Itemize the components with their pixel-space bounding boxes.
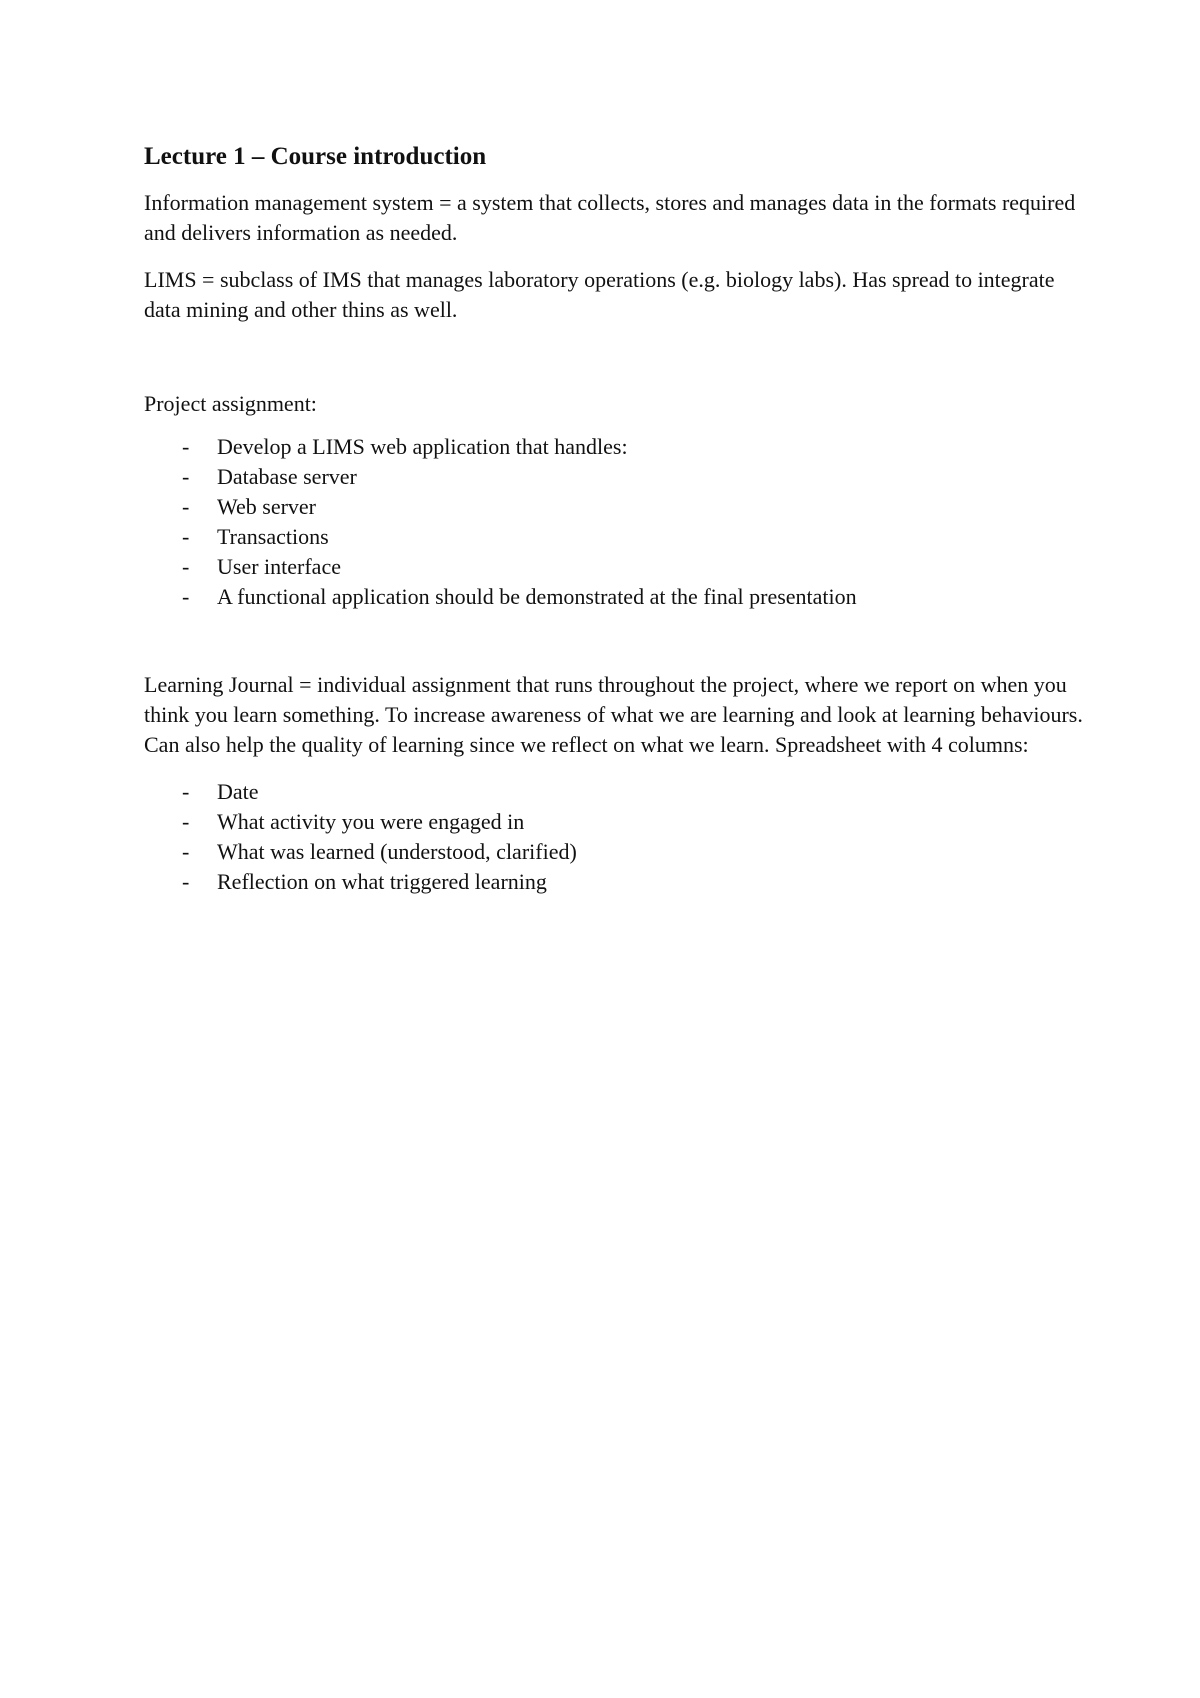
list-item-text: What was learned (understood, clarified) <box>217 839 577 864</box>
learning-journal-paragraph: Learning Journal = individual assignment that runs throughout the project, where we report on when you think you learn something. To increase awareness of what we are learning and look at learning behaviours. Can also help the quality of learning since we reflect on what we learn. Spreadsheet with 4 columns: <box>144 672 1083 757</box>
dash-marker: - <box>182 494 190 519</box>
list-item <box>144 807 1084 837</box>
list-item-text: Develop a LIMS web application that handles: <box>217 434 628 459</box>
document-content <box>144 140 1084 897</box>
dash-marker: - <box>182 809 190 834</box>
list-item <box>144 582 1084 612</box>
list-item-text: Date <box>217 779 259 804</box>
section-spacer <box>144 342 1084 389</box>
project-assignment-list <box>144 432 1084 612</box>
section-spacer <box>144 612 1084 670</box>
list-item-text: What activity you were engaged in <box>217 809 525 834</box>
lims-definition-paragraph: LIMS = subclass of IMS that manages laboratory operations (e.g. biology labs). Has spread to integrate data mining and other thins as well. <box>144 267 1055 322</box>
list-item-text: Database server <box>217 464 357 489</box>
dash-marker: - <box>182 434 190 459</box>
list-item <box>144 552 1084 582</box>
project-assignment-label: Project assignment: <box>144 391 317 416</box>
list-item-text: User interface <box>217 554 341 579</box>
list-item <box>144 837 1084 867</box>
list-item-text: A functional application should be demonstrated at the final presentation <box>217 584 857 609</box>
dash-marker: - <box>182 464 190 489</box>
list-item <box>144 522 1084 552</box>
ims-definition-paragraph: Information management system = a system that collects, stores and manages data in the formats required and delivers information as needed. <box>144 190 1076 245</box>
dash-marker: - <box>182 524 190 549</box>
dash-marker: - <box>182 779 190 804</box>
learning-journal-columns-list <box>144 777 1084 897</box>
list-item-text: Reflection on what triggered learning <box>217 869 547 894</box>
page-title: Lecture 1 – Course introduction <box>144 143 487 170</box>
list-item <box>144 432 1084 462</box>
dash-marker: - <box>182 869 190 894</box>
dash-marker: - <box>182 584 190 609</box>
dash-marker: - <box>182 839 190 864</box>
list-item <box>144 777 1084 807</box>
list-item <box>144 462 1084 492</box>
list-item <box>144 867 1084 897</box>
list-item-text: Web server <box>217 494 317 519</box>
list-item <box>144 492 1084 522</box>
dash-marker: - <box>182 554 190 579</box>
list-item-text: Transactions <box>217 524 329 549</box>
